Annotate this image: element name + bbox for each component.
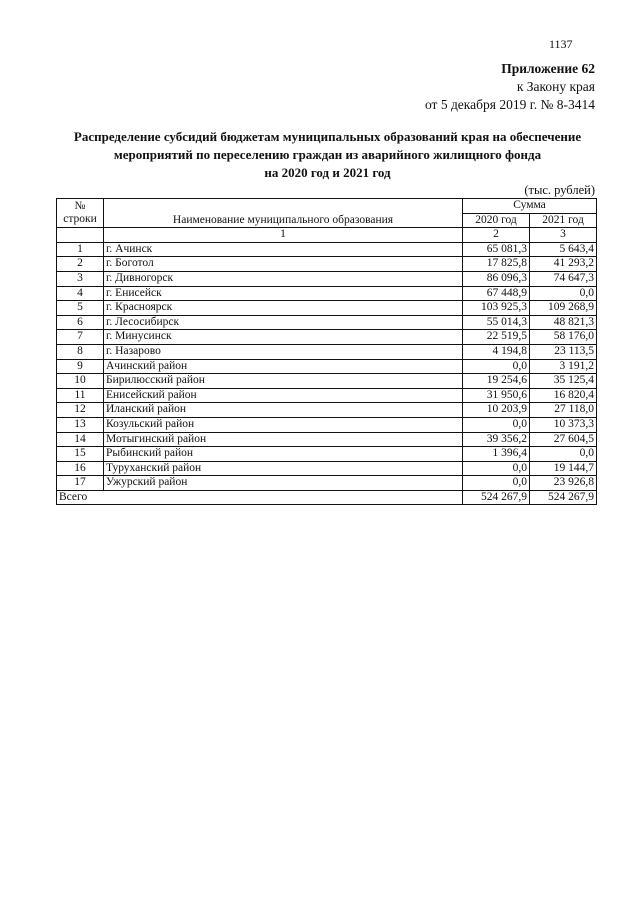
table-row	[57, 301, 597, 316]
header-municipality-name: Наименование муниципального образования	[104, 199, 463, 228]
row-number: 9	[57, 359, 104, 374]
municipality-name: г. Назарово	[104, 344, 463, 359]
title-line-3: на 2020 год и 2021 год	[264, 165, 391, 180]
total-row	[57, 490, 597, 505]
amount-2021: 35 125,4	[530, 374, 597, 389]
table-row	[57, 388, 597, 403]
subsidy-table	[56, 198, 597, 505]
header-row-1	[57, 199, 597, 214]
amount-2021: 41 293,2	[530, 257, 597, 272]
municipality-name: Рыбинский район	[104, 447, 463, 462]
amount-2021: 10 373,3	[530, 417, 597, 432]
amount-2020: 19 254,6	[463, 374, 530, 389]
total-label: Всего	[57, 490, 463, 505]
amount-2021: 3 191,2	[530, 359, 597, 374]
amount-2020: 22 519,5	[463, 330, 530, 345]
table-row	[57, 315, 597, 330]
amount-2020: 10 203,9	[463, 403, 530, 418]
amount-2021: 27 604,5	[530, 432, 597, 447]
municipality-name: Ачинский район	[104, 359, 463, 374]
row-number: 15	[57, 447, 104, 462]
amount-2021: 0,0	[530, 286, 597, 301]
amount-2021: 19 144,7	[530, 461, 597, 476]
row-number: 13	[57, 417, 104, 432]
municipality-name: Мотыгинский район	[104, 432, 463, 447]
row-number: 17	[57, 476, 104, 491]
table-row	[57, 344, 597, 359]
amount-2021: 16 820,4	[530, 388, 597, 403]
amount-2021: 5 643,4	[530, 242, 597, 257]
total-2020: 524 267,9	[463, 490, 530, 505]
municipality-name: Козульский район	[104, 417, 463, 432]
colnum-name: 1	[104, 228, 463, 243]
amount-2020: 0,0	[463, 461, 530, 476]
row-number: 3	[57, 271, 104, 286]
table-row	[57, 403, 597, 418]
amount-2020: 0,0	[463, 476, 530, 491]
row-number: 7	[57, 330, 104, 345]
table-row	[57, 257, 597, 272]
amount-2020: 39 356,2	[463, 432, 530, 447]
municipality-name: г. Ачинск	[104, 242, 463, 257]
table-row	[57, 461, 597, 476]
municipality-name: г. Минусинск	[104, 330, 463, 345]
table-row	[57, 374, 597, 389]
row-number: 8	[57, 344, 104, 359]
row-number: 6	[57, 315, 104, 330]
row-number: 4	[57, 286, 104, 301]
table-row	[57, 476, 597, 491]
amount-2020: 31 950,6	[463, 388, 530, 403]
amount-2021: 74 647,3	[530, 271, 597, 286]
header-row-number: № строки	[57, 199, 104, 228]
municipality-name: г. Лесосибирск	[104, 315, 463, 330]
amount-2021: 27 118,0	[530, 403, 597, 418]
row-number: 2	[57, 257, 104, 272]
amount-2020: 0,0	[463, 359, 530, 374]
header-year-2021: 2021 год	[530, 213, 597, 228]
amount-2021: 48 821,3	[530, 315, 597, 330]
amount-2021: 109 268,9	[530, 301, 597, 316]
units-label: (тыс. рублей)	[524, 183, 595, 197]
amount-2021: 23 113,5	[530, 344, 597, 359]
amount-2020: 67 448,9	[463, 286, 530, 301]
document-title	[40, 128, 615, 182]
municipality-name: г. Боготол	[104, 257, 463, 272]
row-number: 14	[57, 432, 104, 447]
title-line-2: мероприятий по переселению граждан из аварийного жилищного фонда	[113, 147, 542, 162]
row-number: 12	[57, 403, 104, 418]
colnum-empty	[57, 228, 104, 243]
table-row	[57, 432, 597, 447]
title-line-1: Распределение субсидий бюджетам муниципальных образований края на обеспечение	[73, 129, 582, 144]
municipality-name: Ужурский район	[104, 476, 463, 491]
amount-2021: 23 926,8	[530, 476, 597, 491]
amount-2020: 4 194,8	[463, 344, 530, 359]
municipality-name: г. Енисейск	[104, 286, 463, 301]
table-row	[57, 271, 597, 286]
municipality-name: г. Красноярск	[104, 301, 463, 316]
amount-2020: 0,0	[463, 417, 530, 432]
amount-2020: 65 081,3	[463, 242, 530, 257]
row-number: 10	[57, 374, 104, 389]
table-row	[57, 359, 597, 374]
amount-2020: 103 925,3	[463, 301, 530, 316]
total-2021: 524 267,9	[530, 490, 597, 505]
header-sum: Сумма	[463, 199, 597, 214]
colnum-2020: 2	[463, 228, 530, 243]
amount-2020: 17 825,8	[463, 257, 530, 272]
table-row	[57, 286, 597, 301]
colnum-2021: 3	[530, 228, 597, 243]
appendix-law-reference: к Закону края	[516, 79, 595, 94]
appendix-title: Приложение 62	[501, 61, 595, 76]
municipality-name: Бирилюсский район	[104, 374, 463, 389]
amount-2020: 86 096,3	[463, 271, 530, 286]
page-number: 1137	[549, 37, 573, 51]
table-row	[57, 447, 597, 462]
municipality-name: Иланский район	[104, 403, 463, 418]
table-row	[57, 242, 597, 257]
row-number: 1	[57, 242, 104, 257]
amount-2020: 1 396,4	[463, 447, 530, 462]
municipality-name: Енисейский район	[104, 388, 463, 403]
row-number: 11	[57, 388, 104, 403]
amount-2020: 55 014,3	[463, 315, 530, 330]
amount-2021: 58 176,0	[530, 330, 597, 345]
row-number: 5	[57, 301, 104, 316]
table-row	[57, 417, 597, 432]
header-column-numbers	[57, 228, 597, 243]
municipality-name: г. Дивногорск	[104, 271, 463, 286]
appendix-block	[425, 60, 595, 114]
row-number: 16	[57, 461, 104, 476]
table-row	[57, 330, 597, 345]
appendix-law-date: от 5 декабря 2019 г. № 8-3414	[424, 97, 595, 112]
amount-2021: 0,0	[530, 447, 597, 462]
header-year-2020: 2020 год	[463, 213, 530, 228]
municipality-name: Туруханский район	[104, 461, 463, 476]
